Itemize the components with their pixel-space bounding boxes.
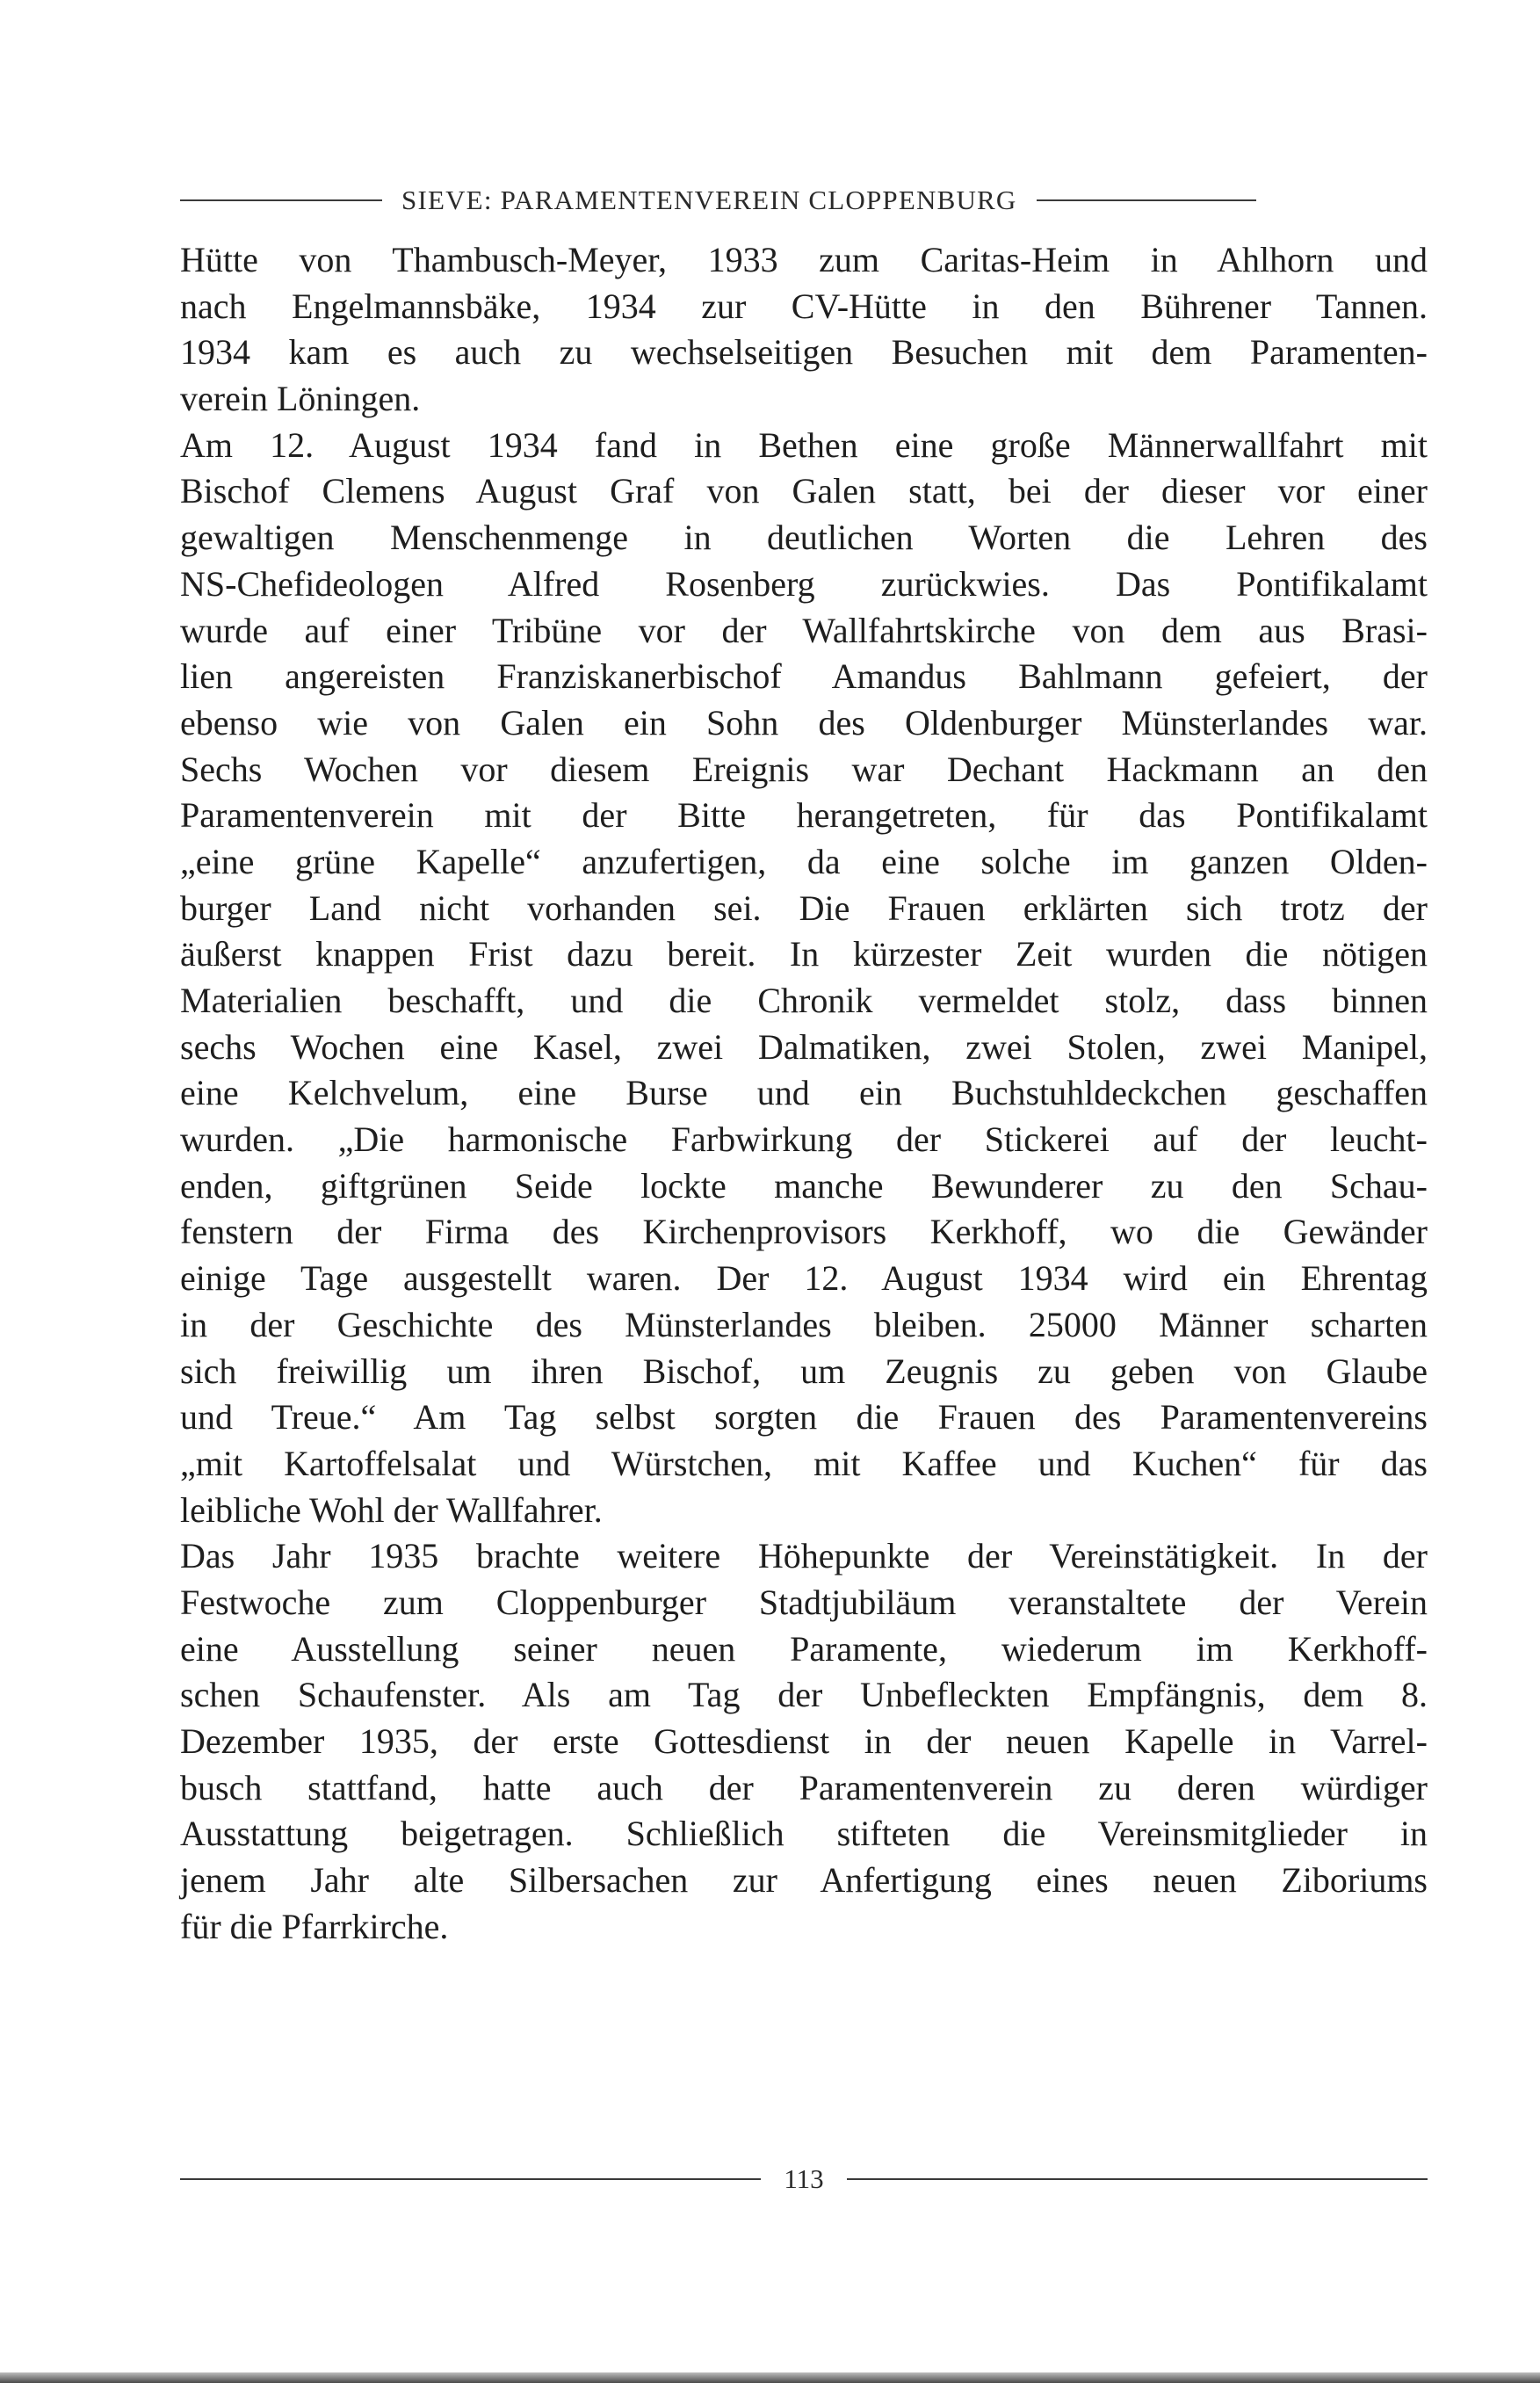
text-line: busch stattfand, hatte auch der Paramentenverein zu deren würdiger bbox=[180, 1767, 1428, 1807]
header-rule-left bbox=[180, 199, 382, 201]
text-line: „mit Kartoffelsalat und Würstchen, mit Kaffee und Kuchen“ für das bbox=[180, 1443, 1428, 1483]
text-line: Festwoche zum Cloppenburger Stadtjubiläum veranstaltete der Verein bbox=[180, 1582, 1428, 1622]
text-line: burger Land nicht vorhanden sei. Die Frauen erklärten sich trotz der bbox=[180, 887, 1428, 928]
text-line: sechs Wochen eine Kasel, zwei Dalmatiken, zwei Stolen, zwei Manipel, bbox=[180, 1026, 1428, 1067]
text-line: eine Ausstellung seiner neuen Paramente, wiederum im Kerkhoff- bbox=[180, 1628, 1428, 1669]
text-line: Das Jahr 1935 brachte weitere Höhepunkte der Vereinstätigkeit. In der bbox=[180, 1536, 1428, 1576]
header-rule-right bbox=[1037, 199, 1256, 201]
text-line: sich freiwillig um ihren Bischof, um Zeugnis zu geben von Glaube bbox=[180, 1351, 1428, 1391]
text-line: wurde auf einer Tribüne vor der Wallfahrtskirche von dem aus Brasi- bbox=[180, 610, 1428, 650]
text-line: schen Schaufenster. Als am Tag der Unbefleckten Empfängnis, dem 8. bbox=[180, 1675, 1428, 1715]
page-footer bbox=[180, 2162, 1428, 2197]
text-line: enden, giftgrünen Seide lockte manche Bewunderer zu den Schau- bbox=[180, 1165, 1428, 1206]
scan-edge bbox=[0, 2372, 1540, 2383]
footer-rule-left bbox=[180, 2178, 761, 2180]
text-line: Am 12. August 1934 fand in Bethen eine große Männerwallfahrt mit bbox=[180, 424, 1428, 465]
text-line: ebenso wie von Galen ein Sohn des Oldenburger Münsterlandes war. bbox=[180, 702, 1428, 742]
text-line: wurden. „Die harmonische Farbwirkung der Stickerei auf der leucht- bbox=[180, 1119, 1428, 1160]
text-line: Bischof Clemens August Graf von Galen statt, bei der dieser vor einer bbox=[180, 471, 1428, 511]
text-line: Ausstattung beigetragen. Schließlich stifteten die Vereinsmitglieder in bbox=[180, 1814, 1428, 1854]
page-number: 113 bbox=[784, 2163, 824, 2194]
text-line: für die Pfarrkirche. bbox=[180, 1906, 449, 1946]
text-line: gewaltigen Menschenmenge in deutlichen Worten die Lehren des bbox=[180, 518, 1428, 558]
text-line: „eine grüne Kapelle“ anzufertigen, da eine solche im ganzen Olden- bbox=[180, 841, 1428, 881]
text-line: Hütte von Thambusch-Meyer, 1933 zum Caritas-Heim in Ahlhorn und bbox=[180, 240, 1428, 279]
text-line: Paramentenverein mit der Bitte herangetreten, für das Pontifikalamt bbox=[180, 795, 1428, 836]
text-line: einige Tage ausgestellt waren. Der 12. August 1934 wird ein Ehrentag bbox=[180, 1258, 1428, 1299]
text-line: jenem Jahr alte Silbersachen zur Anfertigung eines neuen Ziboriums bbox=[180, 1860, 1428, 1901]
text-line: Materialien beschafft, und die Chronik vermeldet stolz, dass binnen bbox=[180, 981, 1428, 1020]
text-line: eine Kelchvelum, eine Burse und ein Buchstuhldeckchen geschaffen bbox=[180, 1073, 1428, 1113]
text-line: in der Geschichte des Münsterlandes bleiben. 25000 Männer scharten bbox=[180, 1304, 1428, 1344]
running-header bbox=[180, 183, 1428, 218]
text-line: NS-Chefideologen Alfred Rosenberg zurückwies. Das Pontifikalamt bbox=[180, 563, 1428, 604]
text-line: nach Engelmannsbäke, 1934 zur CV-Hütte in den Bührener Tannen. bbox=[180, 286, 1428, 326]
text-line: verein Löningen. bbox=[180, 379, 421, 419]
body-text bbox=[180, 237, 1428, 1950]
text-line: Sechs Wochen vor diesem Ereignis war Dechant Hackmann an den bbox=[180, 749, 1428, 789]
text-line: leibliche Wohl der Wallfahrer. bbox=[180, 1489, 603, 1530]
running-title: SIEVE: PARAMENTENVEREIN CLOPPENBURG bbox=[401, 185, 1017, 215]
footer-rule-right bbox=[847, 2178, 1428, 2180]
text-line: äußerst knappen Frist dazu bereit. In kürzester Zeit wurden die nötigen bbox=[180, 934, 1428, 974]
text-line: lien angereisten Franziskanerbischof Amandus Bahlmann gefeiert, der bbox=[180, 656, 1428, 697]
text-line: Dezember 1935, der erste Gottesdienst in der neuen Kapelle in Varrel- bbox=[180, 1721, 1428, 1761]
text-line: 1934 kam es auch zu wechselseitigen Besuchen mit dem Paramenten- bbox=[180, 332, 1428, 373]
text-line: fenstern der Firma des Kirchenprovisors Kerkhoff, wo die Gewänder bbox=[180, 1212, 1428, 1252]
text-line: und Treue.“ Am Tag selbst sorgten die Frauen des Paramentenvereins bbox=[180, 1397, 1428, 1438]
